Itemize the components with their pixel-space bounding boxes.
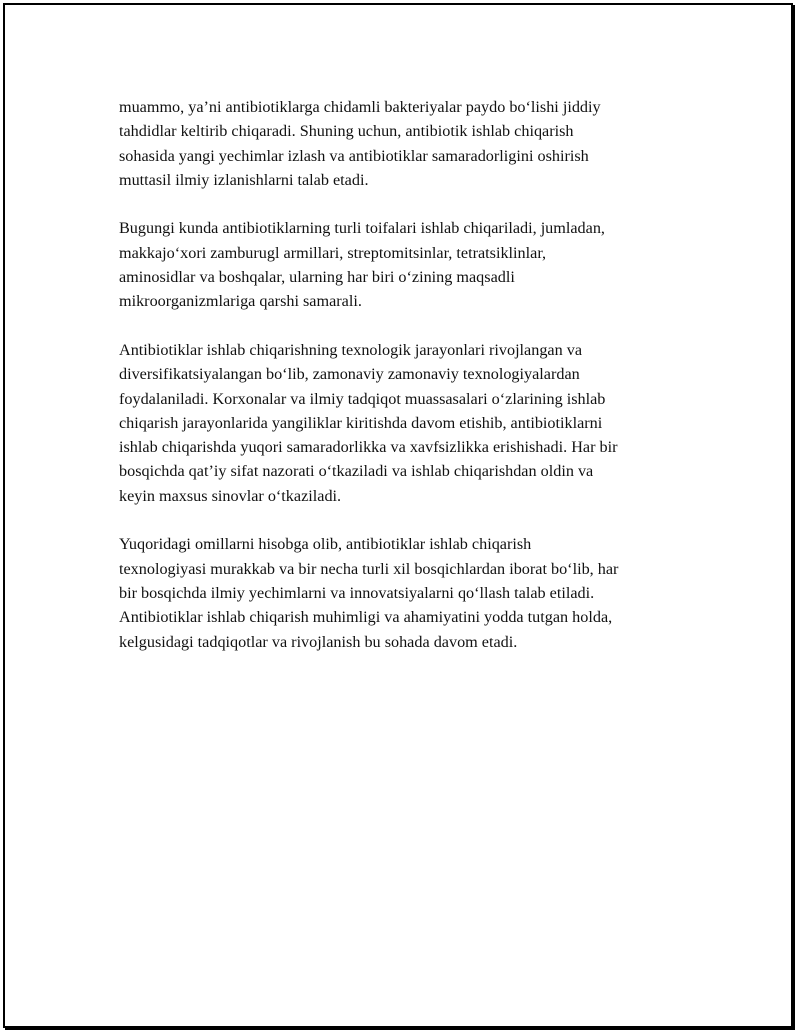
paragraph — [119, 95, 699, 192]
text-line: mikroorganizmlariga qarshi samarali. — [119, 292, 362, 311]
text-line: muammo, ya’ni antibiotiklarga chidamli bakteriyalar paydo bo‘lishi jiddiy — [119, 98, 601, 116]
text-line: keyin maxsus sinovlar o‘tkaziladi. — [119, 486, 342, 505]
text-line: sohasida yangi yechimlar izlash va antibiotiklar samaradorligini oshirish — [119, 146, 589, 165]
document-body — [119, 95, 699, 678]
text-line: aminosidlar va boshqalar, ularning har biri o‘zining maqsadli — [119, 268, 515, 287]
text-line: Antibiotiklar ishlab chiqarish muhimligi va ahamiyatini yodda tutgan holda, — [119, 608, 613, 627]
text-line: kelgusidagi tadqiqotlar va rivojlanish bu sohada davom etadi. — [119, 632, 518, 651]
text-line: makkajo‘xori zamburugl armillari, streptomitsinlar, tetratsiklinlar, — [119, 243, 547, 262]
text-line: diversifikatsiyalangan bo‘lib, zamonaviy zamonaviy texnologiyalardan — [119, 365, 580, 384]
paragraph — [119, 532, 699, 653]
paragraph — [119, 216, 699, 313]
paragraph — [119, 338, 699, 508]
text-line: texnologiyasi murakkab va bir necha turli xil bosqichlardan iborat bo‘lib, har — [119, 559, 619, 578]
text-line: bosqichda qat’iy sifat nazorati o‘tkaziladi va ishlab chiqarishdan oldin va — [119, 462, 594, 481]
text-line: muttasil ilmiy izlanishlarni talab etadi. — [119, 170, 369, 189]
text-line: Antibiotiklar ishlab chiqarishning texnologik jarayonlari rivojlangan va — [119, 340, 583, 359]
text-line: foydalaniladi. Korxonalar va ilmiy tadqiqot muassasalari o‘zlarining ishlab — [119, 389, 606, 408]
text-line: Yuqoridagi omillarni hisobga olib, antibiotiklar ishlab chiqarish — [119, 535, 532, 554]
text-line: ishlab chiqarishda yuqori samaradorlikka va xavfsizlikka erishishadi. Har bir — [119, 438, 618, 457]
text-line: bir bosqichda ilmiy yechimlarni va innovatsiyalarni qo‘llash talab etiladi. — [119, 583, 595, 602]
text-line: tahdidlar keltirib chiqaradi. Shuning uchun, antibiotik ishlab chiqarish — [119, 122, 574, 141]
text-line: Bugungi kunda antibiotiklarning turli toifalari ishlab chiqariladi, jumladan, — [119, 219, 605, 238]
text-line: chiqarish jarayonlarida yangiliklar kiritishda davom etishib, antibiotiklarni — [119, 413, 603, 432]
